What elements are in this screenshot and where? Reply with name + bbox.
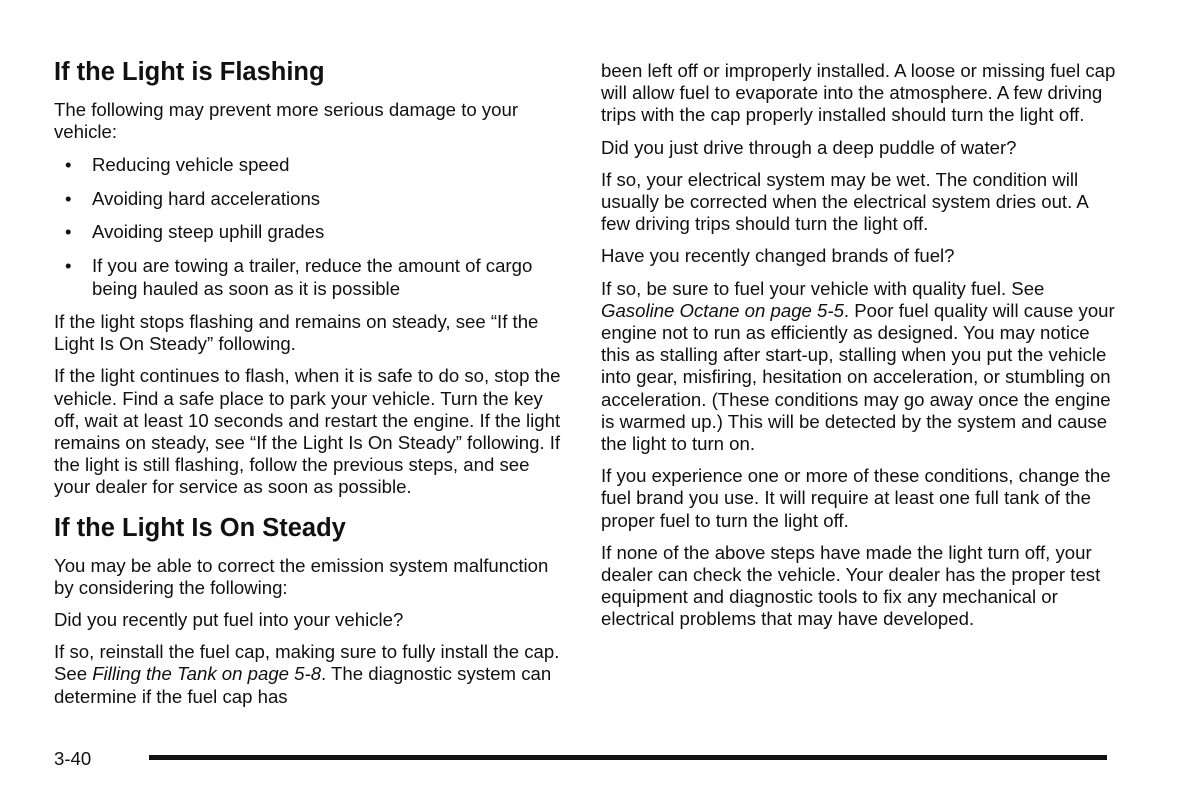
heading-light-flashing: If the Light is Flashing [54, 58, 325, 86]
bullet-list [54, 153, 562, 301]
left-column [54, 0, 562, 708]
footer-rule [149, 755, 1107, 760]
right-column [601, 0, 1116, 631]
list-item: • Avoiding steep uphill grades [65, 221, 325, 243]
paragraph-correct-emission: You may be able to correct the emission system malfunction by considering the following: [54, 554, 549, 598]
paragraph-stops-flashing: If the light stops flashing and remains on steady, see “If the Light Is On Steady” following. [54, 310, 539, 355]
list-item: • If you are towing a trailer, reduce the amount of cargo being hauled as soon as it is possible [65, 254, 533, 300]
paragraph-question-puddle: Did you just drive through a deep puddle of water? [601, 136, 1017, 158]
paragraph-quality-fuel: If so, be sure to fuel your vehicle with quality fuel. See Gasoline Octane on page 5-5. Poor fuel quality will cause your engine not to run as efficiently as designed. You may notice this as stalling after start-up, stalling when you put the vehicle into gear, misfiring, hesitation on acceleration, or stumbling on acceleration. (These conditions may go away once the engine is warmed up.) This will be detected by the system and cause the light to turn on. [601, 277, 1115, 455]
bullet-icon: • [65, 254, 72, 276]
paragraph-cap-continued: been left off or improperly installed. A loose or missing fuel cap will allow fuel to evaporate into the atmosphere. A few driving trips with the cap properly installed should turn the light off. [601, 60, 1116, 126]
paragraph-question-brands: Have you recently changed brands of fuel? [601, 245, 955, 267]
list-item: • Avoiding hard accelerations [65, 187, 321, 209]
paragraph-electrical-wet: If so, your electrical system may be wet. The condition will usually be corrected when the electrical system dries out. A few driving trips should turn the light off. [601, 168, 1088, 235]
intro-paragraph: The following may prevent more serious damage to your vehicle: [54, 99, 519, 143]
paragraph-reinstall-cap: If so, reinstall the fuel cap, making sure to fully install the cap. See Filling the Tank on page 5-8. The diagnostic system can determine if the fuel cap has [54, 641, 560, 707]
list-item: • Reducing vehicle speed [65, 154, 290, 176]
cross-reference: Filling the Tank on page 5-8 [92, 663, 322, 685]
bullet-icon: • [65, 221, 72, 243]
paragraph-question-fuel: Did you recently put fuel into your vehicle? [54, 608, 404, 630]
paragraph-change-brand: If you experience one or more of these conditions, change the fuel brand you use. It will require at least one full tank of the proper fuel to turn the light off. [601, 465, 1111, 531]
bullet-icon: • [65, 154, 72, 176]
bullet-icon: • [65, 187, 72, 209]
page-number: 3-40 [54, 748, 92, 769]
paragraph-continues-flash: If the light continues to flash, when it is safe to do so, stop the vehicle. Find a safe place to park your vehicle. Turn the key off, wait at least 10 seconds and restart the engine. If the light remains on steady, see “If the Light Is On Steady” following. If the light is still flashing, follow the previous steps, and see your dealer for service as soon as possible. [54, 365, 561, 498]
paragraph-dealer-check: If none of the above steps have made the light turn off, your dealer can check the vehicle. Your dealer has the proper test equipment and diagnostic tools to fix any mechanical or electrical problems that may have developed. [601, 541, 1101, 630]
cross-reference: Gasoline Octane on page 5-5 [601, 299, 844, 321]
heading-light-on-steady: If the Light Is On Steady [54, 513, 346, 542]
